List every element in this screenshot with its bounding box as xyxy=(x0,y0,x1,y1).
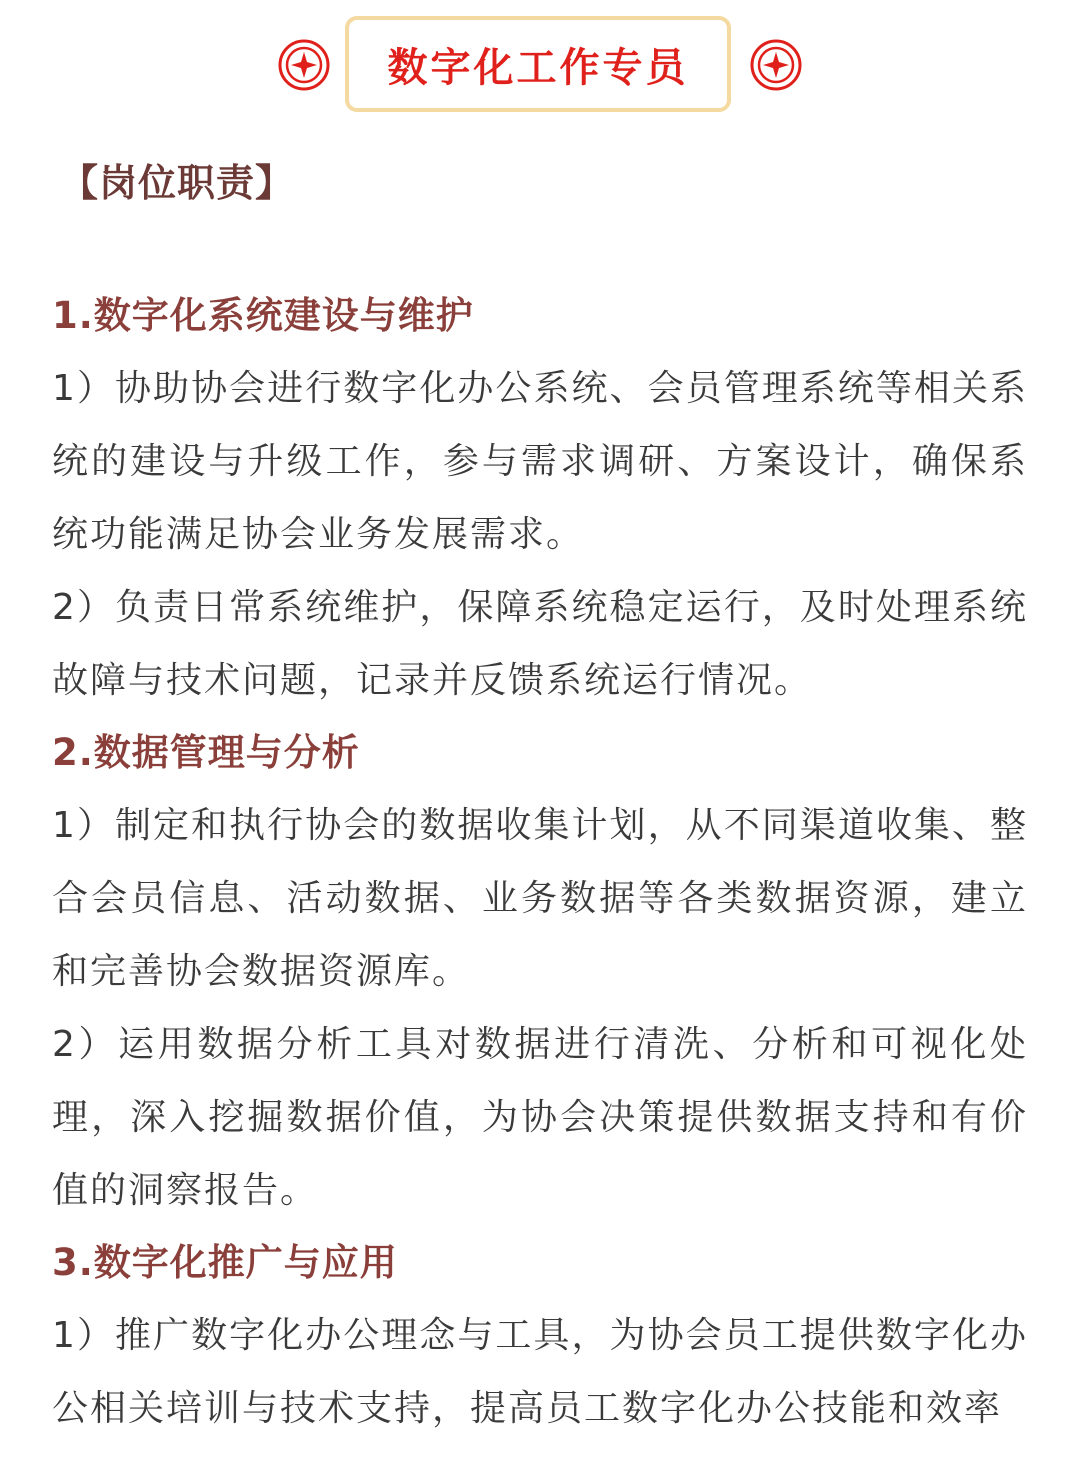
section-heading: 2.数据管理与分析 xyxy=(52,731,360,774)
section-heading: 3.数字化推广与应用 xyxy=(52,1241,398,1284)
section-heading: 1.数字化系统建设与维护 xyxy=(52,294,474,337)
responsibilities-label: 【岗位职责】 xyxy=(60,161,295,205)
list-item: 1）推广数字化办公理念与工具，为协会员工提供数字化办公相关培训与技术支持，提高员工数字化办公技能和效率 xyxy=(52,1315,1028,1429)
page-title: 数字化工作专员 xyxy=(387,44,689,91)
list-item: 2）负责日常系统维护，保障系统稳定运行，及时处理系统故障与技术问题，记录并反馈系统运行情况。 xyxy=(52,587,1028,701)
title-box xyxy=(345,16,731,112)
list-item: 1）协助协会进行数字化办公系统、会员管理系统等相关系统的建设与升级工作，参与需求调研、方案设计，确保系统功能满足协会业务发展需求。 xyxy=(52,368,1028,555)
header xyxy=(0,0,1080,130)
list-item: 2）运用数据分析工具对数据进行清洗、分析和可视化处理，深入挖掘数据价值，为协会决策提供数据支持和有价值的洞察报告。 xyxy=(52,1024,1028,1211)
emblem-icon xyxy=(750,39,802,91)
responsibilities-content xyxy=(52,280,1028,1445)
list-item: 1）制定和执行协会的数据收集计划，从不同渠道收集、整合会员信息、活动数据、业务数据等各类数据资源，建立和完善协会数据资源库。 xyxy=(52,805,1028,992)
emblem-icon xyxy=(278,39,330,91)
